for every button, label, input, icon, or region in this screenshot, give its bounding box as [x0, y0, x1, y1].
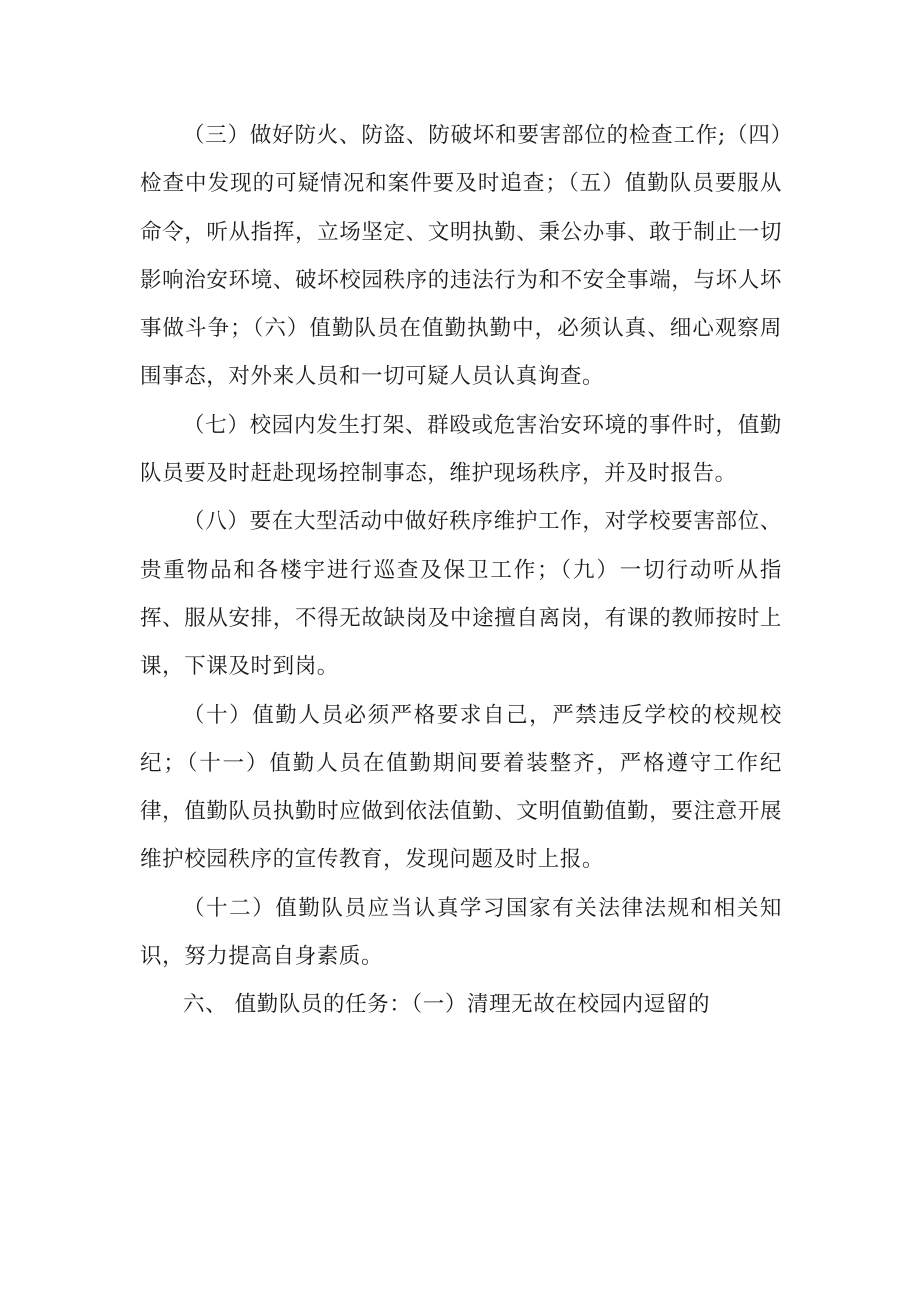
paragraph-duty-items-10-11: （十）值勤人员必须严格要求自己，严禁违反学校的校规校纪；（十一）值勤人员在值勤期间要着装整齐，严格遵守工作纪律，值勤队员执勤时应做到依法值勤、文明值勤值勤，要注意开展维护校园秩序的宣传教育，发现问题及时上报。	[140, 702, 782, 873]
paragraph-duty-item-12: （十二）值勤队员应当认真学习国家有关法律法规和相关知识，努力提高自身素质。	[140, 895, 782, 970]
paragraph-duty-item-7: （七）校园内发生打架、群殴或危害治安环境的事件时，值勤队员要及时赶赴现场控制事态，维护现场秩序，并及时报告。	[140, 412, 782, 487]
paragraph-duty-items-3-6: （三）做好防火、防盗、防破坏和要害部位的检查工作;（四）检查中发现的可疑情况和案件要及时追查；（五）值勤队员要服从命令，听从指挥，立场坚定、文明执勤、秉公办事、敢于制止一切影响治安环境、破坏校园秩序的违法行为和不安全事端，与坏人坏事做斗争；（六）值勤队员在值勤执勤中，必须认真、细心观察周围事态，对外来人员和一切可疑人员认真询查。	[140, 123, 782, 390]
document-page	[140, 112, 782, 1030]
paragraph-section-6-tasks: 六、 值勤队员的任务：（一）清理无故在校园内逗留的	[183, 992, 711, 1018]
paragraph-duty-items-8-9: （八）要在大型活动中做好秩序维护工作，对学校要害部位、贵重物品和各楼宇进行巡查及保卫工作；（九）一切行动听从指挥、服从安排，不得无故缺岗及中途擅自离岗，有课的教师按时上课，下课及时到岗。	[140, 509, 782, 680]
